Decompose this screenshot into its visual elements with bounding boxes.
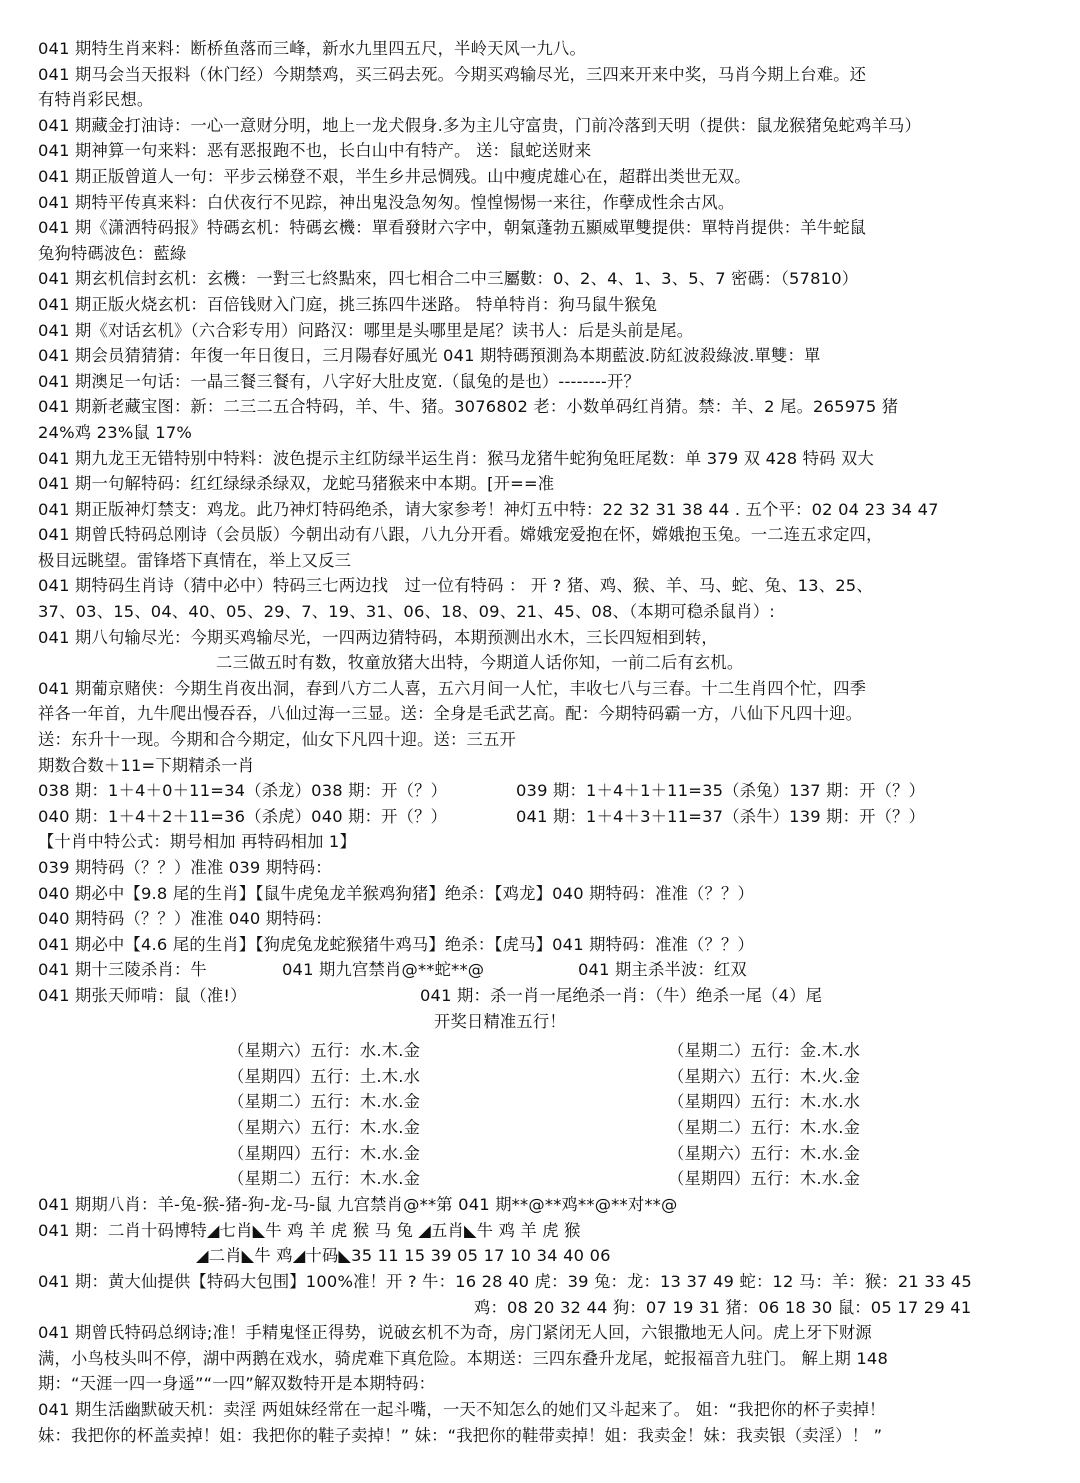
text-line: 041 期正版神灯禁支：鸡龙。此乃神灯特码绝杀，请大家参考！神灯五中特：22 32 31 38 44 . 五个平：02 04 23 34 47 [38,499,939,519]
text-line: 041 期一句解特码：红红绿绿杀绿双，龙蛇马猪猴来中本期。[开==准 [38,474,555,494]
text-line: 041 期澳足一句话：一晶三餐三餐有，八字好大肚皮宽.（鼠兔的是也）--------开？ [38,371,640,391]
five-elements-entry: （星期四）五行：木.水.金 [668,1169,861,1189]
text-line: 041 期神算一句来料：恶有恶报跑不也，长白山中有特产。 送：鼠蛇送财来 [38,141,592,161]
text-line: 040 期特码（？？）准准 040 期特码： [38,909,332,929]
zhang-line [38,983,1058,1009]
text-line: 040 期必中【9.8 尾的生肖】【鼠牛虎兔龙羊猴鸡狗猪】绝杀：【鸡龙】040 期特码：准准（？？） [38,883,754,903]
calc-table [38,778,1058,829]
two-zodiac-ten-codes: ◢二肖◣牛 鸡◢十码◣35 11 15 39 05 17 10 34 40 06 [196,1246,611,1266]
nine-palace-ban: 041 期九宫禁肖@**蛇**@ [282,960,485,980]
text-line: 妹：我把你的杯盖卖掉！姐：我把你的鞋子卖掉！” 妹：“我把你的鞋带卖掉！姐：我卖金！妹：我卖银（卖淫）！ ” [38,1425,883,1445]
text-line: 041 期八句输尽光：今期买鸡输尽光，一四两边猜特码，本期预测出水木，三长四短相到转， [38,627,718,647]
huang-da-xian-line-2: 鸡：08 20 32 44 狗：07 19 31 猪：06 18 30 鼠：05 17 29 41 [474,1297,972,1317]
text-line: 期数合数＋11=下期精杀一肖 [38,755,255,775]
five-elements-right-column [668,1038,968,1192]
five-elements-entry: （星期二）五行：木.水.金 [228,1092,421,1112]
text-line: 24%鸡 23%鼠 17% [38,422,193,442]
block-forecasts-d [38,1192,1058,1243]
text-line: 041 期藏金打油诗：一心一意财分明，地上一龙犬假身.多为主儿守富贵，门前冷落到天明（提供：鼠龙猴猪兔蛇鸡羊马） [38,115,921,135]
calc-cell: 038 期：1＋4＋0＋11=34（杀龙）038 期：开（？） [38,781,448,801]
text-line: 041 期期八肖：羊-兔-猴-猪-狗-龙-马-鼠 九宫禁肖@**第 041 期**@**鸡**@**对**@ [38,1195,678,1215]
five-elements-entry: （星期二）五行：木.水.金 [228,1169,421,1189]
text-line: 极目远眺望。雷锋塔下真情在，举上又反三 [38,550,352,570]
text-line: 期：“天涯一四一身遥”“一四”解双数特开是本期特码： [38,1374,436,1394]
thirteen-tombs-kill: 041 期十三陵杀肖：牛 [38,960,207,980]
text-line: 041 期马会当天报料（休门经）今期禁鸡，买三码去死。今期买鸡输尽光，三四来开来中奖，马肖今期上台难。还 [38,64,867,84]
five-elements-entry: （星期二）五行：金.木.水 [668,1041,861,1061]
text-line: 041 期九龙王无错特别中特料：波色提示主红防绿半运生肖：猴马龙猪牛蛇狗兔旺尾数：单 379 双 428 特码 双大 [38,448,874,468]
five-elements-entry: （星期六）五行：木.水.金 [228,1117,421,1137]
text-line: 041 期特平传真来料：白伏夜行不见踪，神出鬼没急匆匆。惶惶惕惕一来往，作孽成性余古风。 [38,192,735,212]
text-line: 041 期曾氏特码总刚诗（会员版）今朝出动有八跟，八九分开看。嫦娥宠爱抱在怀，嫦娥抱玉兔。一二连五求定四， [38,525,883,545]
calc-row [38,804,1058,830]
calc-cell: 039 期：1＋4＋1＋11=35（杀兔）137 期：开（？） [516,781,926,801]
five-elements-left-column [228,1038,528,1192]
text-line: 有特肖彩民想。 [38,90,154,110]
zhang-master: 041 期张天师啃：鼠（准!） [38,985,247,1005]
block-forecasts-e [38,1320,1058,1448]
block-forecasts-b [38,676,1058,778]
text-line: 祥各一年首，九牛爬出慢吞吞，八仙过海一三显。送：全身是毛武艺高。配：今期特码霸一方，八仙下凡四十迎。 [38,704,863,724]
text-line: 041 期必中【4.6 尾的生肖】【狗虎兔龙蛇猴猪牛鸡马】绝杀：【虎马】041 期特码：准准（？？） [38,934,754,954]
five-elements-entry: （星期二）五行：木.水.金 [668,1117,861,1137]
text-line: 37、03、15、04、40、05、29、7、19、31、06、18、09、21、45、08、（本期可稳杀鼠肖）: [38,602,775,622]
five-elements-grid [38,1038,1058,1192]
huang-da-xian-line: 041 期：黄大仙提供【特码大包围】100%准！开 ? 牛：16 28 40 虎：39 兔：龙：13 37 49 蛇：12 马：羊：猴：21 33 45 [38,1271,972,1291]
text-sheet [38,36,1058,1448]
text-line: 041 期：二肖十码博特◢七肖◣牛 鸡 羊 虎 猴 马 兔 ◢五肖◣牛 鸡 羊 虎 猴 [38,1220,581,1240]
text-line: 送：东升十一现。今期和合今期定，仙女下凡四十迎。送：三五开 [38,730,516,750]
text-line: 039 期特码（？？）准准 039 期特码： [38,858,332,877]
text-line: 041 期生活幽默破天机：卖淫 两姐妹经常在一起斗嘴，一天不知怎么的她们又斗起来了。 姐：“我把你的杯子卖掉！ [38,1399,886,1419]
calc-row [38,778,1058,804]
five-elements-title: 开奖日精准五行！ [434,1011,566,1031]
five-elements-entry: （星期四）五行：木.水.水 [668,1092,861,1112]
text-line: 041 期葡京赌侠：今期生肖夜出洞，春到八方二人喜，五六月间一人忙，丰收七八与三春。十二生肖四个忙，四季 [38,678,867,698]
block-forecasts-c [38,829,1058,957]
text-line: 041 期正版火烧玄机：百倍钱财入门庭，挑三拣四牛迷路。 特单特肖：狗马鼠牛猴兔 [38,294,658,314]
main-kill-wave: 041 期主杀半波：红双 [578,960,747,980]
five-elements-entry: （星期六）五行：水.木.金 [228,1041,421,1061]
text-line: 041 期曾氏特码总纲诗;准！手精鬼怪正得势，说破玄机不为奇，房门紧闭无人回，六银撒地无人问。虎上牙下财源 [38,1323,872,1343]
text-line: 041 期《对话玄机》（六合彩专用）问路汉：哪里是头哪里是尾？读书人：后是头前是尾。 [38,320,694,340]
text-line: 041 期玄机信封玄机：玄機：一對三七終點來，四七相合二中三屬數：0、2、4、1、3、5、7 密碼：（57810） [38,269,859,289]
indented-line: 二三做五时有数，牧童放猪大出特，今期道人话你知，一前二后有玄机。 [216,653,744,673]
calc-cell: 040 期：1＋4＋2＋11=36（杀虎）040 期：开（？） [38,806,448,826]
five-elements-entry: （星期六）五行：木.火.金 [668,1066,861,1086]
text-line: 041 期正版曾道人一句：平步云梯登不艰，半生乡井忌惆残。山中瘦虎雄心在，超群出类世无双。 [38,166,751,186]
three-column-line [38,957,1058,983]
five-elements-entry: （星期四）五行：木.水.金 [228,1143,421,1163]
five-elements-entry: （星期四）五行：土.木.水 [228,1066,421,1086]
text-line: 041 期特生肖来料：断桥鱼落而三峰，新水九里四五尺，半岭天风一九八。 [38,39,586,58]
text-line: 【十肖中特公式：期号相加 再特码相加 1】 [38,832,356,852]
five-elements-entry: （星期六）五行：木.水.金 [668,1143,861,1163]
block-forecasts-a [38,36,1058,650]
kill-one-tail: 041 期：杀一肖一尾绝杀一肖：（牛）绝杀一尾（4）尾 [420,985,823,1005]
text-line: 兔狗特碼波色：藍綠 [38,243,187,263]
calc-cell: 041 期：1＋4＋3＋11=37（杀牛）139 期：开（？） [516,806,926,826]
text-line: 041 期会员猜猜猜：年復一年日復日，三月陽春好風光 041 期特碼預測為本期藍波.防紅波殺綠波.單雙：單 [38,346,821,366]
text-line: 041 期特码生肖诗（猜中必中）特码三七两边找 过一位有特码 ： 开 ? 猪、鸡、猴、羊、马、蛇、兔、13、25、 [38,576,873,596]
text-line: 041 期《潇洒特码报》特碼玄机：特碼玄機：單看發財六字中，朝氣蓬勃五顯威單雙提供：單特肖提供：羊牛蛇鼠 [38,218,867,238]
text-line: 041 期新老藏宝图：新：二三二五合特码，羊、牛、猪。3076802 老：小数单码红肖猜。禁：羊、2 尾。265975 猪 [38,397,899,417]
text-line: 满，小鸟枝头叫不停，湖中两鹅在戏水，骑虎难下真危险。本期送：三四东叠升龙尾，蛇报福音九驻门。 解上期 148 [38,1348,889,1368]
